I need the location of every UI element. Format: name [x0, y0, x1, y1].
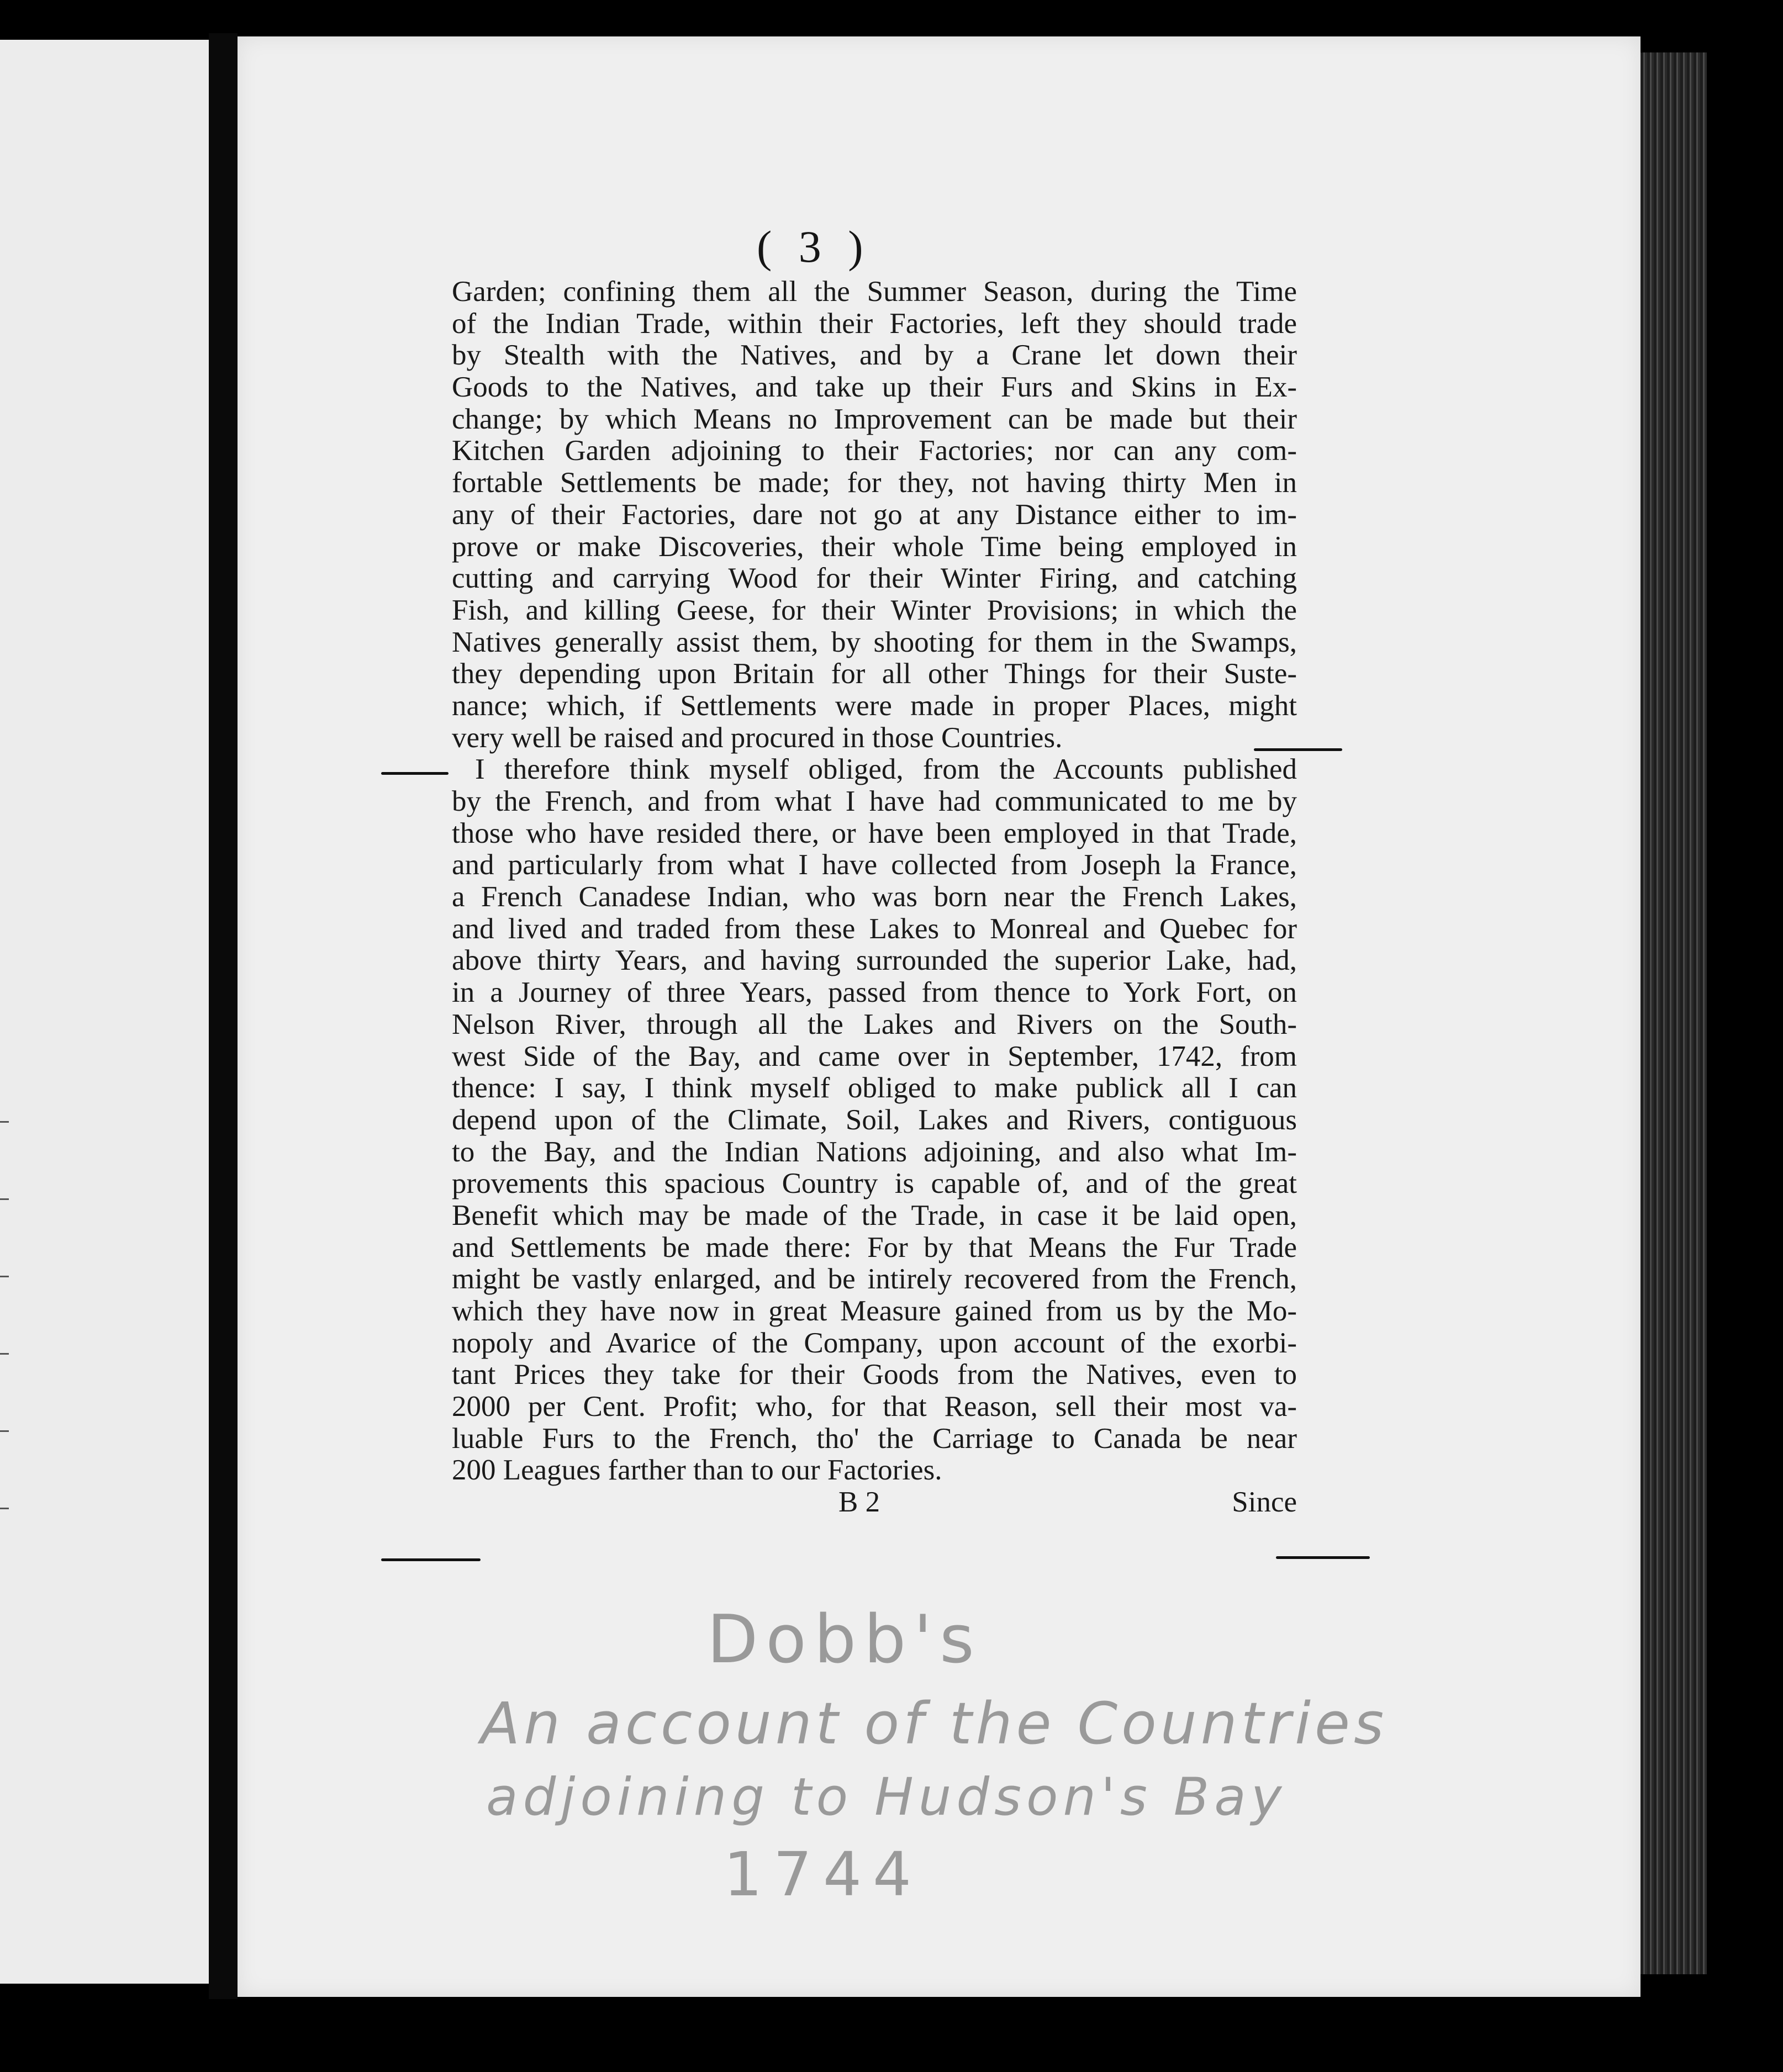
text-line: provements this spacious Country is capable of, and of the great — [452, 1167, 1297, 1200]
text-line: nopoly and Avarice of the Company, upon account of the exorbi- — [452, 1326, 1297, 1359]
page-fore-edge — [1640, 52, 1707, 1974]
text-line: in a Journey of three Years, passed from thence to York Fort, on — [452, 976, 1297, 1009]
text-line: west Side of the Bay, and came over in September, 1742, from — [452, 1040, 1297, 1072]
text-line: thence: I say, I think myself obliged to make publick all I can — [452, 1072, 1297, 1104]
handwritten-year: 1744 — [724, 1839, 922, 1910]
text-line: above thirty Years, and having surrounded the superior Lake, had, — [452, 944, 1297, 977]
margin-rule-right — [1254, 748, 1342, 751]
margin-tick — [0, 1508, 9, 1509]
text-line: 2000 per Cent. Profit; who, for that Reason, sell their most va- — [452, 1391, 1297, 1423]
text-line: to the Bay, and the Indian Nations adjoining, and also what Im- — [452, 1135, 1297, 1168]
text-line: any of their Factories, dare not go at any Distance either to im- — [452, 498, 1297, 531]
text-line: cutting and carrying Wood for their Winter Firing, and catching — [452, 562, 1297, 595]
text-line: Kitchen Garden adjoining to their Factories; nor can any com- — [452, 435, 1297, 467]
text-line: Natives generally assist them, by shooting for them in the Swamps, — [452, 626, 1297, 658]
margin-tick — [0, 1276, 9, 1277]
footer-line — [452, 1487, 1297, 1519]
text-line: prove or make Discoveries, their whole Time being employed in — [452, 530, 1297, 563]
margin-rule-left — [381, 1558, 481, 1561]
body-text — [452, 276, 1297, 1519]
facing-page — [0, 40, 209, 1984]
text-line: and lived and traded from these Lakes to Monreal and Quebec for — [452, 912, 1297, 945]
text-line: a French Canadese Indian, who was born near the French Lakes, — [452, 881, 1297, 913]
gutter-shadow — [209, 33, 238, 1999]
text-line: Nelson River, through all the Lakes and Rivers on the South- — [452, 1008, 1297, 1040]
margin-tick — [0, 1121, 9, 1123]
text-line: they depending upon Britain for all other Things for their Suste- — [452, 658, 1297, 690]
text-line: 200 Leagues farther than to our Factories. — [452, 1454, 942, 1487]
text-line: Goods to the Natives, and take up their Furs and Skins in Ex- — [452, 371, 1297, 404]
margin-rule-right — [1276, 1556, 1370, 1559]
text-line: Garden; confining them all the Summer Season, during the Time — [452, 276, 1297, 308]
text-line: tant Prices they take for their Goods from the Natives, even to — [452, 1359, 1297, 1391]
text-line: those who have resided there, or have been employed in that Trade, — [452, 817, 1297, 849]
text-line: of the Indian Trade, within their Factories, left they should trade — [452, 307, 1297, 340]
text-line: nance; which, if Settlements were made in proper Places, might — [452, 689, 1297, 722]
page-number: ( 3 ) — [757, 221, 871, 272]
text-line: Benefit which may be made of the Trade, in case it be laid open, — [452, 1199, 1297, 1231]
margin-tick — [0, 1198, 9, 1200]
scan-background — [1707, 0, 1783, 2072]
handwritten-title: Dobb's — [707, 1601, 982, 1678]
text-line: by the French, and from what I have had communicated to me by — [452, 785, 1297, 817]
text-line: Fish, and killing Geese, for their Winter Provisions; in which the — [452, 594, 1297, 626]
margin-rule-left — [381, 772, 449, 775]
text-line: and particularly from what I have collected from Joseph la France, — [452, 849, 1297, 881]
catchword: Since — [1232, 1486, 1297, 1519]
text-line: which they have now in great Measure gained from us by the Mo- — [452, 1295, 1297, 1327]
handwritten-line: adjoining to Hudson's Bay — [486, 1767, 1287, 1827]
text-line: and Settlements be made there: For by that Means the Fur Trade — [452, 1231, 1297, 1264]
margin-tick — [0, 1353, 9, 1355]
text-line: depend upon of the Climate, Soil, Lakes and Rivers, contiguous — [452, 1103, 1297, 1136]
margin-tick — [0, 1430, 9, 1432]
signature-mark: B 2 — [838, 1486, 880, 1519]
text-line: might be vastly enlarged, and be intirely recovered from the French, — [452, 1263, 1297, 1296]
text-line: very well be raised and procured in those Countries. — [452, 721, 1063, 754]
text-line: luable Furs to the French, tho' the Carriage to Canada be near — [452, 1422, 1297, 1455]
text-line: by Stealth with the Natives, and by a Crane let down their — [452, 339, 1297, 372]
text-line: fortable Settlements be made; for they, not having thirty Men in — [452, 467, 1297, 499]
text-line: I therefore think myself obliged, from the Accounts published — [475, 753, 1297, 786]
text-line: change; by which Means no Improvement can be made but their — [452, 403, 1297, 435]
handwritten-line: An account of the Countries — [481, 1690, 1388, 1757]
